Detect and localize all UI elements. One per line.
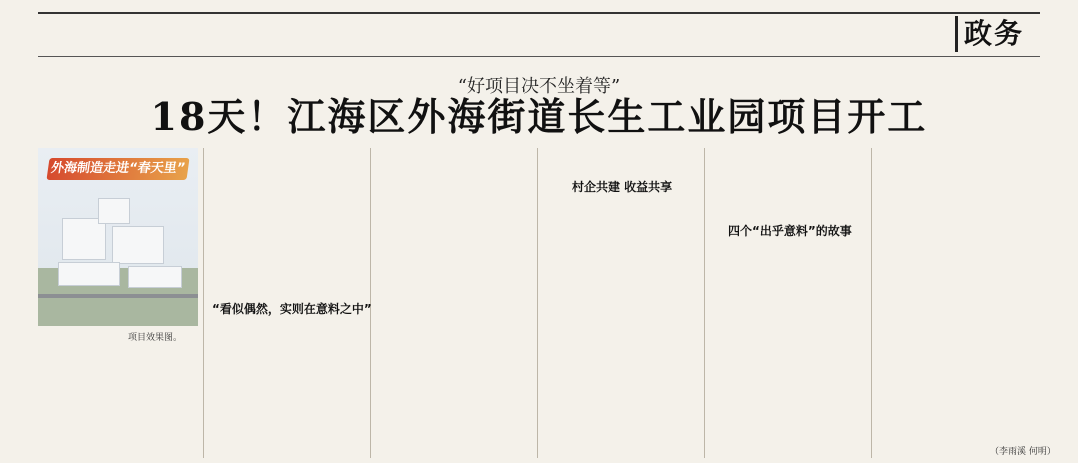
photo-building (58, 262, 120, 286)
project-rendering-photo (38, 148, 198, 326)
article-column-2a (208, 148, 366, 296)
photo-building (112, 226, 164, 264)
headline-kicker: “好项目决不坐着等” (457, 76, 621, 97)
article-column-5 (709, 240, 867, 458)
photo-building (128, 266, 182, 288)
article-column-2b (208, 320, 366, 458)
column-rule (537, 148, 538, 458)
column-rule (203, 148, 204, 458)
page-headline: 18天！江海区外海街道长生工业园项目开工 (150, 94, 928, 139)
author-byline: （李雨溪 何明） (990, 447, 1056, 457)
photo-road (38, 294, 198, 298)
subhead-3: 四个“出乎意料”的故事 (728, 224, 852, 238)
article-column-3 (375, 148, 533, 458)
section-title: 政务 (964, 17, 1025, 50)
article-column-4 (542, 196, 700, 458)
article-column-6 (876, 148, 1036, 440)
column-rule (704, 148, 705, 458)
photo-banner: 外海制造走进“春天里” (46, 158, 189, 180)
photo-building (62, 218, 106, 260)
column-rule (871, 148, 872, 458)
photo-building (98, 198, 130, 224)
subhead-1: “看似偶然，实则在意料之中” (212, 302, 372, 316)
article-column-1 (38, 348, 198, 458)
section-divider (955, 16, 958, 52)
photo-caption: 项目效果图。 (128, 333, 183, 343)
masthead-rule (38, 56, 1040, 57)
subhead-2: 村企共建 收益共享 (572, 180, 673, 194)
top-rule (38, 12, 1040, 14)
